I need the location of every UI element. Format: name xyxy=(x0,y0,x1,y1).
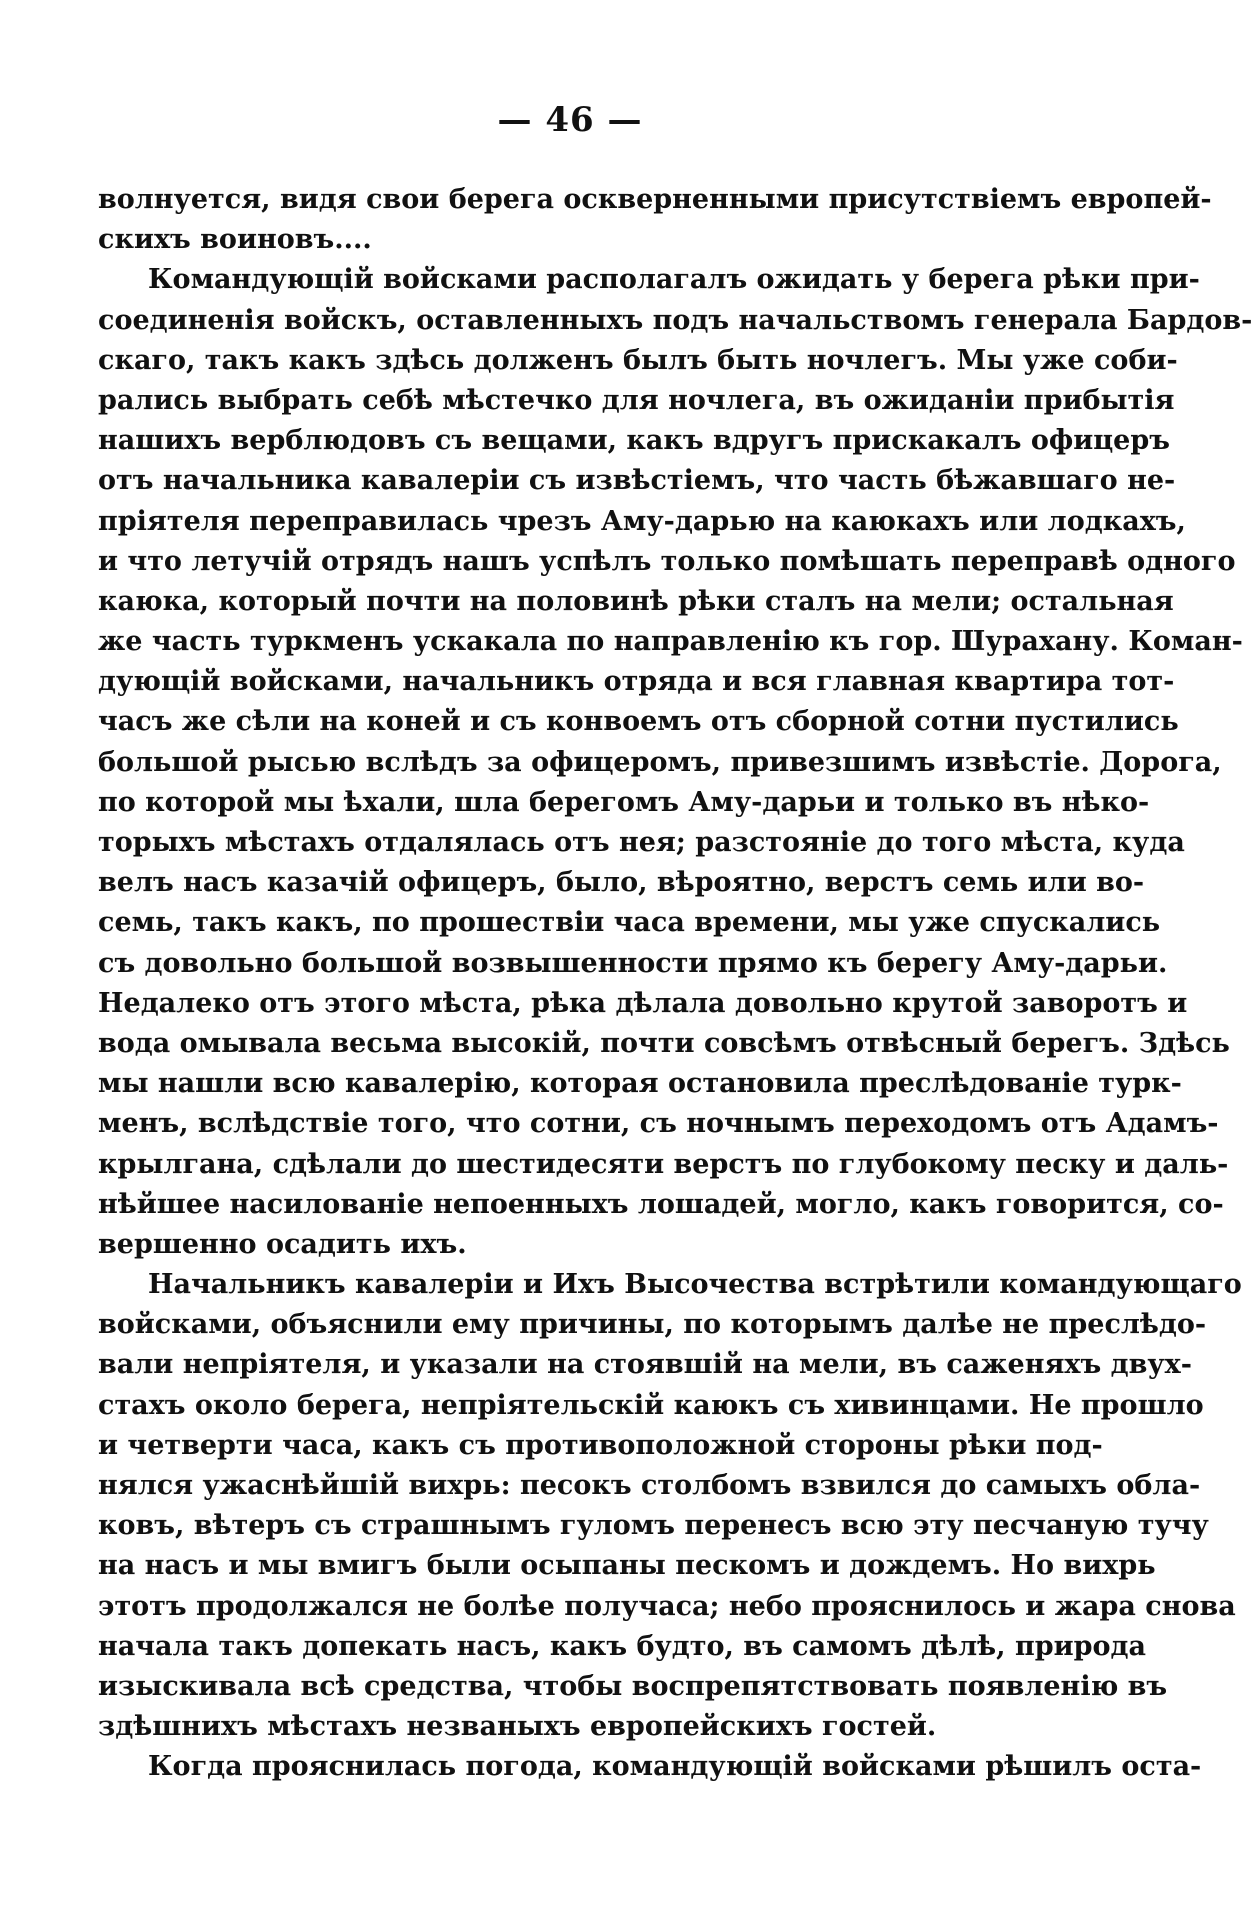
text-line: торыхъ мѣстахъ отдалялась отъ нея; разстояніе до того мѣста, куда xyxy=(98,827,1185,858)
text-line: мы нашли всю кавалерію, которая остановила преслѣдованіе турк- xyxy=(98,1068,1182,1100)
text-line: нялся ужаснѣйшій вихрь: песокъ столбомъ взвился до самыхъ обла- xyxy=(98,1470,1201,1501)
text-line: вершенно осадить ихъ. xyxy=(98,1228,467,1260)
text-line: дующій войсками, начальникъ отряда и вся главная квартира тот- xyxy=(98,666,1175,698)
text-line: и четверти часа, какъ съ противоположной стороны рѣки под- xyxy=(98,1429,1103,1461)
text-line: на насъ и мы вмигъ были осыпаны пескомъ и дождемъ. Но вихрь xyxy=(98,1550,1156,1582)
text-line: большой рысью вслѣдъ за офицеромъ, привезшимъ извѣстіе. Дорога, xyxy=(98,746,1222,778)
text-line: съ довольно большой возвышенности прямо къ берегу Аму-дарьи. xyxy=(98,947,1168,979)
text-line: семь, такъ какъ, по прошествіи часа времени, мы уже спускались xyxy=(98,907,1161,939)
text-line: соединенія войскъ, оставленныхъ подъ начальствомъ генерала Бардов- xyxy=(98,304,1252,336)
body-text xyxy=(98,180,1252,1788)
text-line: нѣйшее насилованіе непоенныхъ лошадей, могло, какъ говорится, со- xyxy=(98,1188,1224,1220)
text-line: по которой мы ѣхали, шла берегомъ Аму-дарьи и только въ нѣко- xyxy=(98,786,1150,818)
text-line: и что летучій отрядъ нашъ успѣлъ только помѣшать переправѣ одного xyxy=(98,545,1236,577)
text-line: пріятеля переправилась чрезъ Аму-дарью на каюкахъ или лодкахъ, xyxy=(98,505,1186,537)
text-line: начала такъ допекать насъ, какъ будто, въ самомъ дѣлѣ, природа xyxy=(98,1630,1146,1662)
text-line: Начальникъ кавалеріи и Ихъ Высочества встрѣтили командующаго xyxy=(148,1269,1242,1301)
text-line: же часть туркменъ ускакала по направленію къ гор. Шурахану. Коман- xyxy=(98,626,1243,658)
text-line: вали непріятеля, и указали на стоявшій на мели, въ саженяхъ двух- xyxy=(98,1349,1192,1381)
text-line: отъ начальника кавалеріи съ извѣстіемъ, что часть бѣжавшаго не- xyxy=(98,465,1176,497)
text-line: каюка, который почти на половинѣ рѣки сталъ на мели; остальная xyxy=(98,585,1174,617)
text-line: этотъ продолжался не болѣе получаса; небо прояснилось и жара снова xyxy=(98,1590,1236,1622)
text-line: Командующій войсками располагалъ ожидать у берега рѣки при- xyxy=(148,264,1200,296)
text-line: рались выбрать себѣ мѣстечко для ночлега, въ ожиданіи прибытія xyxy=(98,384,1175,416)
text-line: скихъ воиновъ.... xyxy=(98,224,372,256)
text-line: Недалеко отъ этого мѣста, рѣка дѣлала довольно крутой заворотъ и xyxy=(98,987,1188,1019)
text-line: Когда прояснилась погода, командующій войсками рѣшилъ оста- xyxy=(148,1751,1202,1783)
text-line: крылгана, сдѣлали до шестидесяти верстъ по глубокому песку и даль- xyxy=(98,1148,1229,1180)
text-line: войсками, объяснили ему причины, по которымъ далѣе не преслѣдо- xyxy=(98,1309,1207,1341)
page-number: — 46 — xyxy=(497,100,643,140)
text-line: ковъ, вѣтеръ съ страшнымъ гуломъ перенесъ всю эту песчаную тучу xyxy=(98,1510,1209,1542)
text-line: велъ насъ казачій офицеръ, было, вѣроятно, верстъ семь или во- xyxy=(98,867,1145,899)
text-line: волнуется, видя свои берега оскверненными присутствіемъ европей- xyxy=(98,184,1212,215)
text-line: часъ же сѣли на коней и съ конвоемъ отъ сборной сотни пустились xyxy=(98,706,1179,738)
text-line: скаго, такъ какъ здѣсь долженъ былъ быть ночлегъ. Мы уже соби- xyxy=(98,344,1178,376)
text-line: менъ, вслѣдствіе того, что сотни, съ ночнымъ переходомъ отъ Адамъ- xyxy=(98,1108,1219,1140)
text-line: изыскивала всѣ средства, чтобы воспрепятствовать появленію въ xyxy=(98,1670,1168,1702)
text-line: здѣшнихъ мѣстахъ незваныхъ европейскихъ гостей. xyxy=(98,1711,937,1743)
text-line: вода омывала весьма высокій, почти совсѣмъ отвѣсный берегъ. Здѣсь xyxy=(98,1027,1230,1059)
text-line: стахъ около берега, непріятельскій каюкъ съ хивинцами. Не прошло xyxy=(98,1389,1204,1421)
text-line: нашихъ верблюдовъ съ вещами, какъ вдругъ прискакалъ офицеръ xyxy=(98,425,1170,457)
